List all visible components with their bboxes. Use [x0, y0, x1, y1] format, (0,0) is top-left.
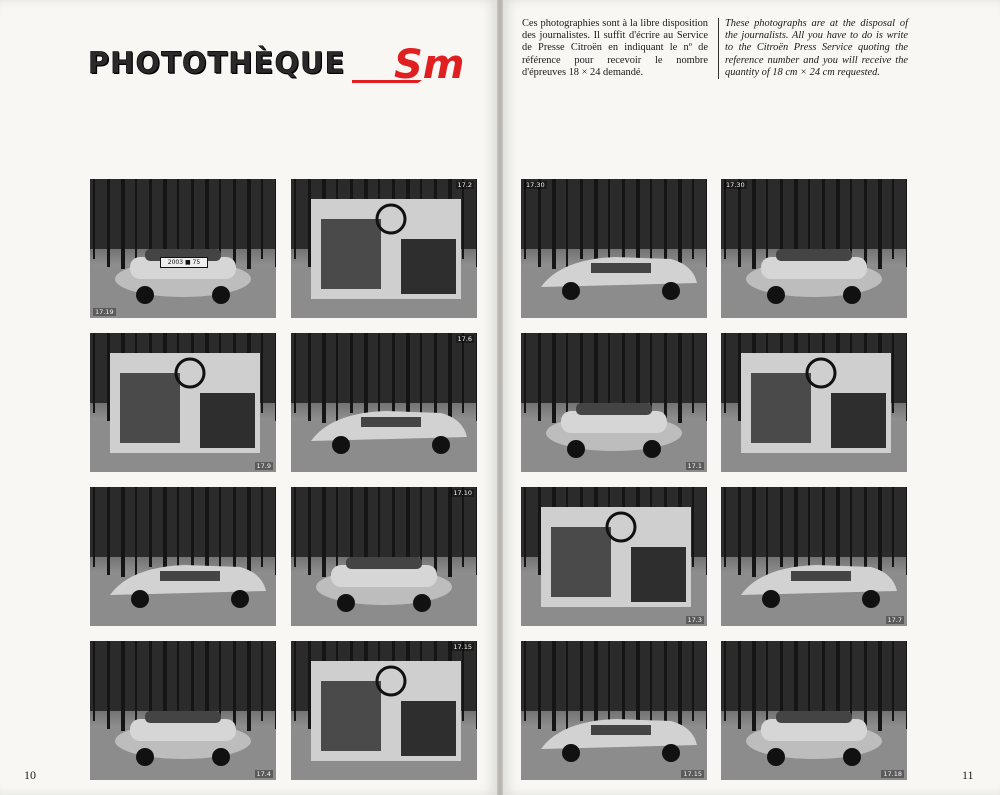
page-number-left: 10 — [24, 768, 36, 782]
photo-image — [90, 179, 276, 318]
photo-1 — [90, 179, 276, 318]
photo-reference-number: 17.9 — [256, 462, 271, 470]
photo-reference-number: 17.15 — [683, 770, 702, 778]
photo-15 — [521, 641, 707, 780]
photo-reference-number: 17.10 — [453, 489, 472, 497]
photo-image — [90, 333, 276, 472]
photo-13 — [90, 641, 276, 780]
photo-image — [291, 641, 477, 780]
photo-image — [721, 333, 907, 472]
photo-image — [291, 333, 477, 472]
photo-image — [721, 179, 907, 318]
intro-english: These photographs are at the disposal of the journalists. All you have to do is write to the Citroën Press Service quoting the reference number and you will receive the quantity of 18 cm × 24 cm requested. — [718, 18, 908, 79]
photo-reference-number: 17.4 — [256, 770, 271, 778]
photo-reference-number: 17.7 — [887, 616, 902, 624]
photo-image — [90, 487, 276, 626]
photo-image — [721, 487, 907, 626]
photo-reference-number: 17.3 — [687, 616, 702, 624]
photo-10 — [291, 487, 477, 626]
photo-9 — [90, 487, 276, 626]
photo-3 — [521, 179, 707, 318]
photo-image — [521, 487, 707, 626]
photo-image — [291, 487, 477, 626]
photo-reference-number: 17.18 — [883, 770, 902, 778]
photo-reference-number: 17.30 — [526, 181, 545, 189]
photo-14 — [291, 641, 477, 780]
sm-logo — [352, 40, 468, 84]
photo-image — [521, 179, 707, 318]
photo-8 — [721, 333, 907, 472]
photo-image — [721, 641, 907, 780]
sm-logo-text: Sm — [394, 42, 465, 84]
intro-french: Ces photographies sont à la libre disposition des journalistes. Il suffit d'écrire au Service de Presse Citroën en indiquant le nº de référence pour recevoir le nombre d'épreuves 18 × 24 demandé. — [522, 18, 708, 78]
photo-5 — [90, 333, 276, 472]
photo-2 — [291, 179, 477, 318]
photo-4 — [721, 179, 907, 318]
photo-11 — [521, 487, 707, 626]
photo-6 — [291, 333, 477, 472]
photo-image — [291, 179, 477, 318]
page-number-right: 11 — [962, 768, 974, 782]
photo-reference-number: 17.1 — [687, 462, 702, 470]
photo-12 — [721, 487, 907, 626]
photo-image — [521, 641, 707, 780]
photo-reference-number: 17.30 — [726, 181, 745, 189]
page-title: PHOTOTHÈQUE — [88, 46, 346, 80]
photo-image — [521, 333, 707, 472]
photo-reference-number: 17.2 — [457, 181, 472, 189]
license-plate: 2003 ■ 75 — [160, 257, 208, 268]
photo-reference-number: 17.15 — [453, 643, 472, 651]
photo-16 — [721, 641, 907, 780]
photo-reference-number: 17.19 — [95, 308, 114, 316]
photo-image — [90, 641, 276, 780]
photo-7 — [521, 333, 707, 472]
photo-reference-number: 17.6 — [457, 335, 472, 343]
